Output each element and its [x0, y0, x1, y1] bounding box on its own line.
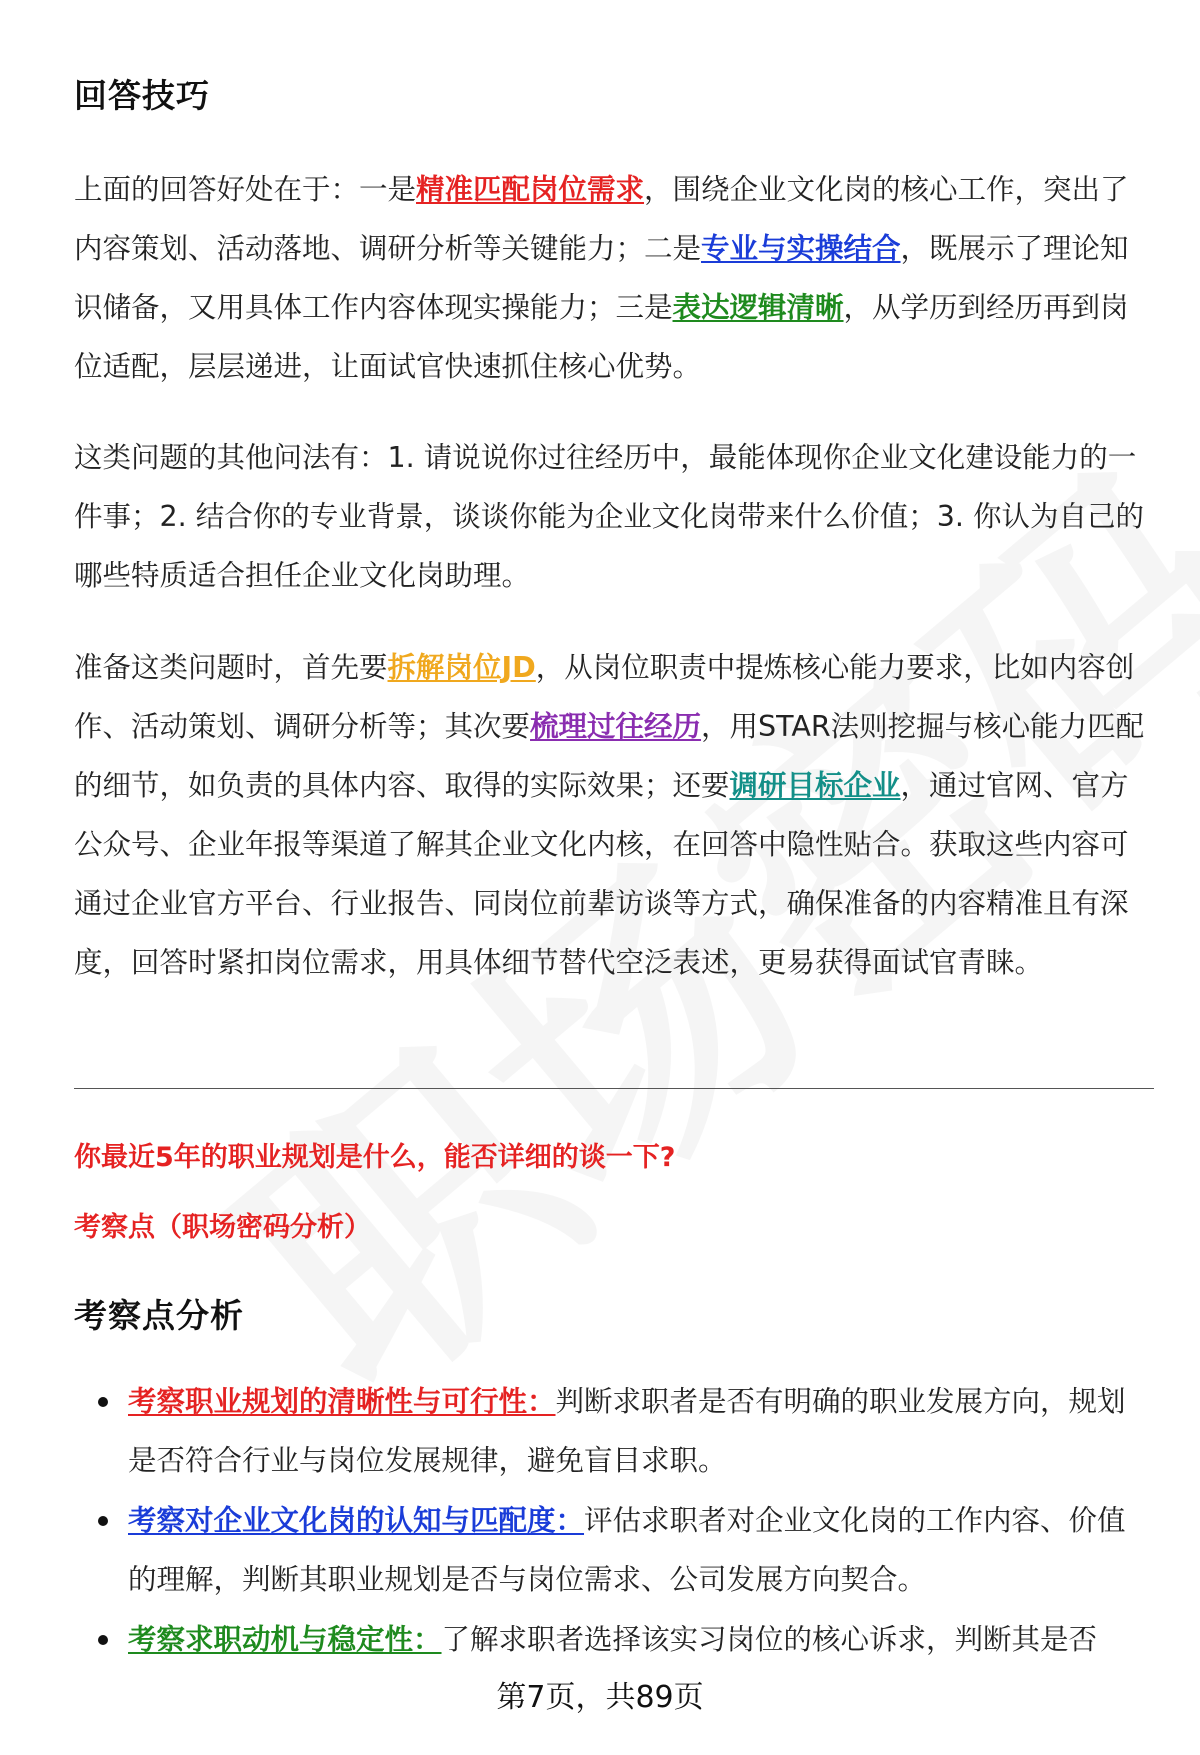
bullet-icon [98, 1397, 108, 1407]
analysis-list [74, 1372, 1154, 1670]
text: ，围绕企业文化岗的核心工作，突出了内容策划、活动落地、调研分析等关键能力；二是 [74, 173, 1129, 265]
list-item [74, 1610, 1154, 1669]
interview-question: 你最近5年的职业规划是什么，能否详细的谈一下? [74, 1142, 676, 1173]
text: ，从岗位职责中提炼核心能力要求，比如内容创作、活动策划、调研分析等；其次要 [74, 651, 1135, 743]
highlight-clear-logic: 表达逻辑清晰 [672, 291, 844, 324]
highlight-precise-match: 精准匹配岗位需求 [416, 173, 645, 206]
section-title-analysis: 考察点分析 [74, 1296, 244, 1335]
list-item-text: 判断求职者是否有明确的职业发展方向，规划是否符合行业与岗位发展规律，避免盲目求职。 [128, 1385, 1126, 1477]
bullet-icon [98, 1635, 108, 1645]
text: ，通过官网、官方公众号、企业年报等渠道了解其企业文化内核，在回答中隐性贴合。获取这些内容可通过企业官方平台、行业报告、同岗位前辈访谈等方式，确保准备的内容精准且有深度，回答时紧扣岗位需求，用具体细节替代空泛表述，更易获得面试官青睐。 [74, 769, 1129, 979]
page-number: 第7页，共89页 [496, 1680, 704, 1715]
highlight-research-company: 调研目标企业 [729, 769, 901, 802]
analysis-subheading: 考察点（职场密码分析） [74, 1212, 371, 1243]
tips-paragraph-2: 这类问题的其他问法有：1. 请说说你过往经历中，最能体现你企业文化建设能力的一件事；2. 结合你的专业背景，谈谈你能为企业文化岗带来什么价值；3. 你认为自己的哪些特质适合担任企业文化岗助理。 [74, 441, 1145, 592]
tips-paragraph-1 [74, 160, 1154, 396]
text: ，从学历到经历再到岗位适配，层层递进，让面试官快速抓住核心优势。 [74, 291, 1129, 383]
list-item-text: 了解求职者选择该实习岗位的核心诉求，判断其是否 [441, 1623, 1098, 1656]
list-item-text: 评估求职者对企业文化岗的工作内容、价值的理解，判断其职业规划是否与岗位需求、公司发展方向契合。 [128, 1504, 1126, 1596]
tips-paragraph-3 [74, 638, 1154, 992]
list-item-label: 考察求职动机与稳定性： [128, 1623, 442, 1656]
text: 上面的回答好处在于：一是 [74, 173, 417, 206]
text: ，既展示了理论知识储备，又用具体工作内容体现实操能力；三是 [74, 232, 1129, 324]
list-item [74, 1491, 1154, 1609]
list-item-label: 考察对企业文化岗的认知与匹配度： [128, 1504, 585, 1537]
list-item-label: 考察职业规划的清晰性与可行性： [128, 1385, 556, 1418]
list-item [74, 1372, 1154, 1490]
section-divider [74, 1088, 1154, 1089]
section-title-tips: 回答技巧 [74, 76, 210, 115]
highlight-analyze-jd: 拆解岗位JD [387, 651, 536, 684]
bullet-icon [98, 1516, 108, 1526]
highlight-review-experience: 梳理过往经历 [530, 710, 702, 743]
highlight-theory-practice: 专业与实操结合 [701, 232, 901, 265]
text: 准备这类问题时，首先要 [74, 651, 388, 684]
text: ，用STAR法则挖掘与核心能力匹配的细节，如负责的具体内容、取得的实际效果；还要 [74, 710, 1145, 802]
